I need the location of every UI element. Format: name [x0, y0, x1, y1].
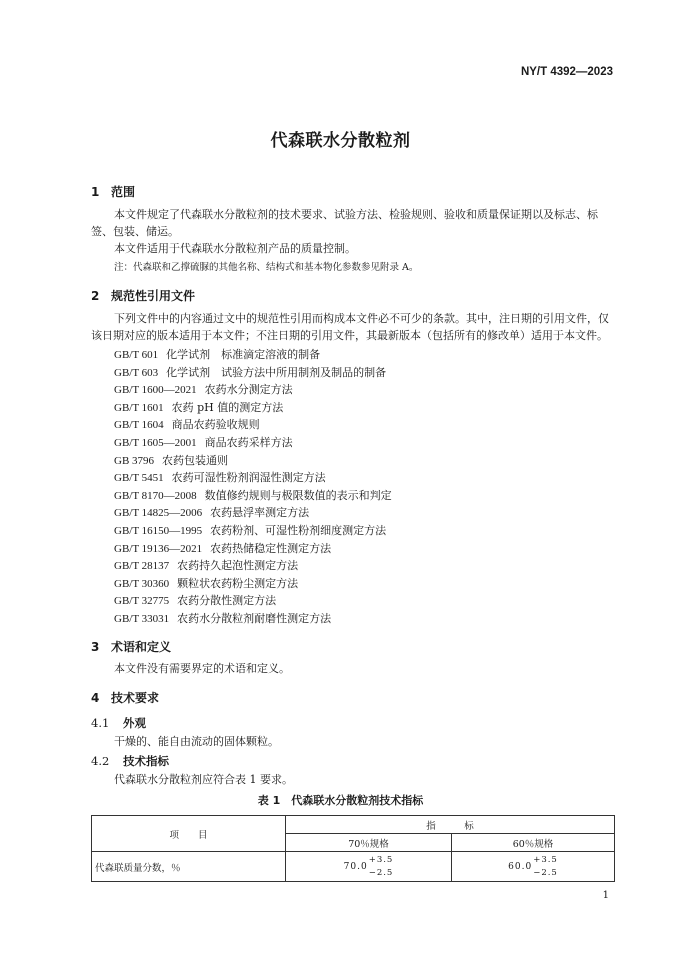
reference-title: 农药水分散粒剂耐磨性测定方法: [177, 612, 332, 625]
reference-item: [114, 346, 320, 362]
reference-title: 农药持久起泡性测定方法: [177, 559, 299, 573]
terms-text: 本文件没有需要界定的术语和定义。: [114, 662, 290, 675]
section-4-heading: [91, 689, 159, 706]
reference-code: GB 3796: [114, 454, 155, 467]
reference-item: [114, 557, 298, 573]
reference-title: 化学试剂 标准滴定溶液的制备: [166, 348, 321, 361]
references-intro-line-2: 该日期对应的版本适用于本文件；不注日期的引用文件，其最新版本（包括所有的修改单）适用于本文件。: [91, 329, 608, 342]
reference-code: GB/T 8170—2008: [114, 489, 197, 502]
section-1-heading: [91, 183, 135, 200]
reference-title: 商品农药验收规则: [171, 418, 260, 432]
reference-title: 农药水分测定方法: [204, 383, 293, 397]
references-intro-line-1: 下列文件中的内容通过文中的规范性引用而构成本文件必不可少的条款。其中，注日期的引用文件，仅: [114, 312, 609, 325]
reference-code: GB/T 603: [114, 366, 159, 379]
reference-title: 数值修约规则与极限数值的表示和判定: [204, 488, 392, 502]
document-title: 代森联水分散粒剂: [270, 131, 411, 151]
section-number: 2: [91, 289, 100, 303]
subsection-title: 技术指标: [123, 754, 169, 768]
reference-item: [114, 434, 293, 450]
reference-item: [114, 522, 386, 538]
reference-item: [114, 592, 276, 608]
reference-code: GB/T 33031: [114, 613, 170, 625]
section-title: 范围: [111, 185, 136, 199]
technical-indicators-text: 代森联水分散粒剂应符合表 1 要求。: [114, 773, 293, 786]
page-number: 1: [602, 890, 609, 901]
table-header-item: 项 目: [92, 816, 286, 852]
scope-paragraph-line-2: 签、包装、储运。: [91, 225, 179, 238]
reference-item: [114, 364, 386, 380]
reference-title: 农药粉剂、可湿性粉剂细度测定方法: [210, 524, 387, 537]
reference-title: 化学试剂 试验方法中所用制剂及制品的制备: [166, 365, 387, 379]
reference-code: GB/T 1604: [114, 419, 164, 432]
section-title: 技术要求: [111, 691, 160, 705]
value-base: 70.0: [343, 861, 368, 872]
reference-title: 农药 pH 值的测定方法: [171, 400, 284, 414]
table-caption: 表 1 代森联水分散粒剂技术指标: [257, 794, 424, 807]
subsection-number: 4.2: [91, 754, 110, 768]
reference-title: 商品农药采样方法: [204, 436, 293, 449]
reference-item: [114, 504, 309, 520]
scope-paragraph-2: 本文件适用于代森联水分散粒剂产品的质量控制。: [114, 242, 356, 255]
reference-title: 农药悬浮率测定方法: [210, 506, 310, 520]
table-header-index: 指 标: [286, 816, 615, 834]
reference-item: [114, 399, 283, 415]
scope-paragraph-line-1: 本文件规定了代森联水分散粒剂的技术要求、试验方法、检验规则、验收和质量保证期以及标志、标: [114, 208, 598, 221]
value-upper-tolerance: +3.5: [533, 854, 558, 865]
reference-item: [114, 610, 331, 626]
reference-code: GB/T 14825—2006: [114, 507, 203, 520]
value-lower-tolerance: −2.5: [368, 867, 394, 878]
reference-item: [114, 540, 331, 556]
subsection-title: 外观: [123, 716, 146, 730]
section-number: 4: [91, 691, 100, 705]
scope-note: 注：代森联和乙撑硫脲的其他名称、结构式和基本物化参数参见附录 A。: [114, 262, 419, 273]
subsection-number: 4.1: [91, 716, 110, 730]
reference-code: GB/T 19136—2021: [114, 542, 203, 555]
reference-code: GB/T 30360: [114, 577, 170, 590]
reference-code: GB/T 1605—2001: [114, 437, 197, 449]
table-cell-60-value: [452, 852, 615, 882]
reference-title: 农药包装通则: [162, 453, 229, 467]
section-title: 规范性引用文件: [111, 289, 196, 303]
reference-title: 农药可湿性粉剂润湿性测定方法: [171, 471, 326, 485]
value-lower-tolerance: −2.5: [533, 867, 558, 878]
reference-code: GB/T 1601: [114, 401, 164, 414]
section-3-heading: [91, 638, 171, 655]
reference-title: 颗粒状农药粉尘测定方法: [177, 576, 299, 590]
table-header-60-spec: 60％规格: [452, 834, 615, 852]
reference-code: GB/T 16150—1995: [114, 525, 203, 537]
standard-code: NY/T 4392—2023: [520, 66, 613, 78]
reference-title: 农药热储稳定性测定方法: [210, 541, 332, 555]
section-number: 3: [91, 640, 100, 654]
reference-item: [114, 381, 293, 397]
table-row: [92, 852, 615, 882]
table-cell-70-value: [286, 852, 452, 882]
section-2-heading: [91, 287, 195, 304]
reference-code: GB/T 28137: [114, 560, 170, 573]
reference-item: [114, 469, 326, 485]
reference-code: GB/T 1600—2021: [114, 384, 197, 397]
table-cell-item: 代森联质量分数，％: [92, 852, 286, 882]
reference-item: [114, 575, 298, 591]
reference-item: [114, 452, 228, 468]
reference-code: GB/T 5451: [114, 472, 164, 485]
reference-code: GB/T 32775: [114, 595, 170, 608]
subsection-4-1-heading: [91, 715, 146, 731]
value-upper-tolerance: +3.5: [368, 854, 394, 865]
section-title: 术语和定义: [111, 640, 172, 654]
reference-code: GB/T 601: [114, 349, 159, 361]
spec-table: [91, 815, 615, 882]
appearance-text: 干燥的、能自由流动的固体颗粒。: [114, 735, 279, 748]
table-header-70-spec: 70％规格: [286, 834, 452, 852]
section-number: 1: [91, 185, 100, 199]
reference-item: [114, 487, 392, 503]
value-base: 60.0: [508, 861, 533, 872]
reference-title: 农药分散性测定方法: [177, 594, 277, 608]
reference-item: [114, 416, 260, 432]
subsection-4-2-heading: [91, 753, 169, 769]
